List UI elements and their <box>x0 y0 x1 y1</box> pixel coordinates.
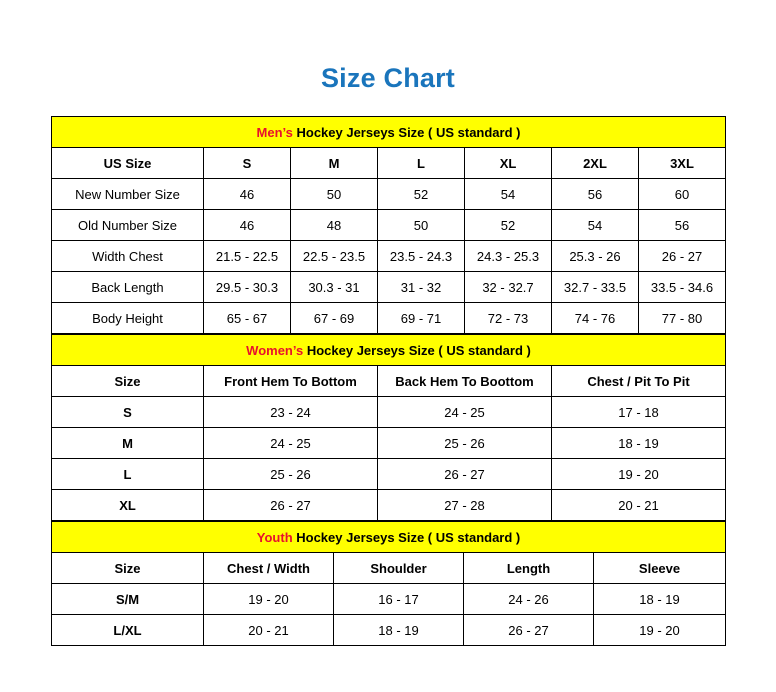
table-cell: 72 - 73 <box>465 303 552 334</box>
table-cell: 69 - 71 <box>378 303 465 334</box>
table-cell: 56 <box>639 210 726 241</box>
table-cell: 23.5 - 24.3 <box>378 241 465 272</box>
table-cell: 52 <box>465 210 552 241</box>
table-cell: 19 - 20 <box>552 459 726 490</box>
table-cell: 22.5 - 23.5 <box>291 241 378 272</box>
table-row <box>52 303 726 334</box>
table-cell: 32.7 - 33.5 <box>552 272 639 303</box>
table-row <box>52 490 726 521</box>
row-header: Old Number Size <box>52 210 204 241</box>
table-cell: 24 - 26 <box>464 584 594 615</box>
table-cell: 18 - 19 <box>594 584 726 615</box>
column-header: XL <box>465 148 552 179</box>
table-cell: 31 - 32 <box>378 272 465 303</box>
table-cell: 18 - 19 <box>334 615 464 646</box>
table-cell: 25.3 - 26 <box>552 241 639 272</box>
table-cell: 33.5 - 34.6 <box>639 272 726 303</box>
section-banner-accent: Youth <box>256 529 293 545</box>
row-header: Back Length <box>52 272 204 303</box>
row-header: Body Height <box>52 303 204 334</box>
column-header: Back Hem To Boottom <box>378 366 552 397</box>
row-header: S/M <box>52 584 204 615</box>
section-banner-accent: Men’s <box>256 124 293 140</box>
table-row <box>52 522 726 553</box>
table-cell: 77 - 80 <box>639 303 726 334</box>
row-header: L <box>52 459 204 490</box>
table-cell: 20 - 21 <box>552 490 726 521</box>
table-header-row <box>52 148 726 179</box>
table-header-row <box>52 553 726 584</box>
table-cell: 27 - 28 <box>378 490 552 521</box>
table-cell: 20 - 21 <box>204 615 334 646</box>
column-header: Length <box>464 553 594 584</box>
table-cell: 16 - 17 <box>334 584 464 615</box>
column-header: 2XL <box>552 148 639 179</box>
section-banner-rest: Hockey Jerseys Size ( US standard ) <box>303 342 531 358</box>
page-title: Size Chart <box>320 63 456 93</box>
column-header: L <box>378 148 465 179</box>
column-header: Size <box>52 553 204 584</box>
table-row <box>52 272 726 303</box>
table-cell: 56 <box>552 179 639 210</box>
column-header: M <box>291 148 378 179</box>
table-cell: 32 - 32.7 <box>465 272 552 303</box>
column-header: Front Hem To Bottom <box>204 366 378 397</box>
table-row <box>52 210 726 241</box>
table-row <box>52 615 726 646</box>
table-row <box>52 397 726 428</box>
table-cell: 26 - 27 <box>378 459 552 490</box>
table-cell: 19 - 20 <box>204 584 334 615</box>
table-row <box>52 428 726 459</box>
table-cell: 54 <box>465 179 552 210</box>
table-cell: 26 - 27 <box>204 490 378 521</box>
row-header: S <box>52 397 204 428</box>
table-cell: 46 <box>204 210 291 241</box>
section-banner-mens <box>52 117 726 148</box>
section-banner-youth <box>52 522 726 553</box>
table-cell: 26 - 27 <box>639 241 726 272</box>
table-cell: 54 <box>552 210 639 241</box>
table-header-row <box>52 366 726 397</box>
table-row <box>52 459 726 490</box>
table-row <box>52 179 726 210</box>
table-cell: 46 <box>204 179 291 210</box>
column-header: S <box>204 148 291 179</box>
table-cell: 19 - 20 <box>594 615 726 646</box>
size-chart <box>51 116 725 646</box>
table-cell: 21.5 - 22.5 <box>204 241 291 272</box>
table-cell: 50 <box>291 179 378 210</box>
table-row <box>52 117 726 148</box>
youth-size-table <box>51 521 726 646</box>
table-cell: 67 - 69 <box>291 303 378 334</box>
table-row <box>52 584 726 615</box>
table-row <box>52 335 726 366</box>
table-cell: 24 - 25 <box>378 397 552 428</box>
column-header: Shoulder <box>334 553 464 584</box>
section-banner-womens <box>52 335 726 366</box>
row-header: New Number Size <box>52 179 204 210</box>
table-cell: 50 <box>378 210 465 241</box>
row-header: XL <box>52 490 204 521</box>
section-banner-accent: Women’s <box>246 342 304 358</box>
table-cell: 17 - 18 <box>552 397 726 428</box>
table-cell: 74 - 76 <box>552 303 639 334</box>
table-cell: 26 - 27 <box>464 615 594 646</box>
table-cell: 23 - 24 <box>204 397 378 428</box>
table-cell: 52 <box>378 179 465 210</box>
column-header: Size <box>52 366 204 397</box>
column-header: 3XL <box>639 148 726 179</box>
column-header: Sleeve <box>594 553 726 584</box>
table-cell: 60 <box>639 179 726 210</box>
table-cell: 65 - 67 <box>204 303 291 334</box>
section-banner-rest: Hockey Jerseys Size ( US standard ) <box>292 124 521 140</box>
row-header: M <box>52 428 204 459</box>
column-header: US Size <box>52 148 204 179</box>
column-header: Chest / Width <box>204 553 334 584</box>
table-cell: 18 - 19 <box>552 428 726 459</box>
section-banner-rest: Hockey Jerseys Size ( US standard ) <box>292 529 521 545</box>
table-cell: 25 - 26 <box>378 428 552 459</box>
table-row <box>52 241 726 272</box>
table-cell: 24 - 25 <box>204 428 378 459</box>
column-header: Chest / Pit To Pit <box>552 366 726 397</box>
table-cell: 25 - 26 <box>204 459 378 490</box>
mens-size-table <box>51 116 726 334</box>
womens-size-table <box>51 334 726 521</box>
table-cell: 48 <box>291 210 378 241</box>
row-header: Width Chest <box>52 241 204 272</box>
table-cell: 29.5 - 30.3 <box>204 272 291 303</box>
row-header: L/XL <box>52 615 204 646</box>
table-cell: 24.3 - 25.3 <box>465 241 552 272</box>
table-cell: 30.3 - 31 <box>291 272 378 303</box>
